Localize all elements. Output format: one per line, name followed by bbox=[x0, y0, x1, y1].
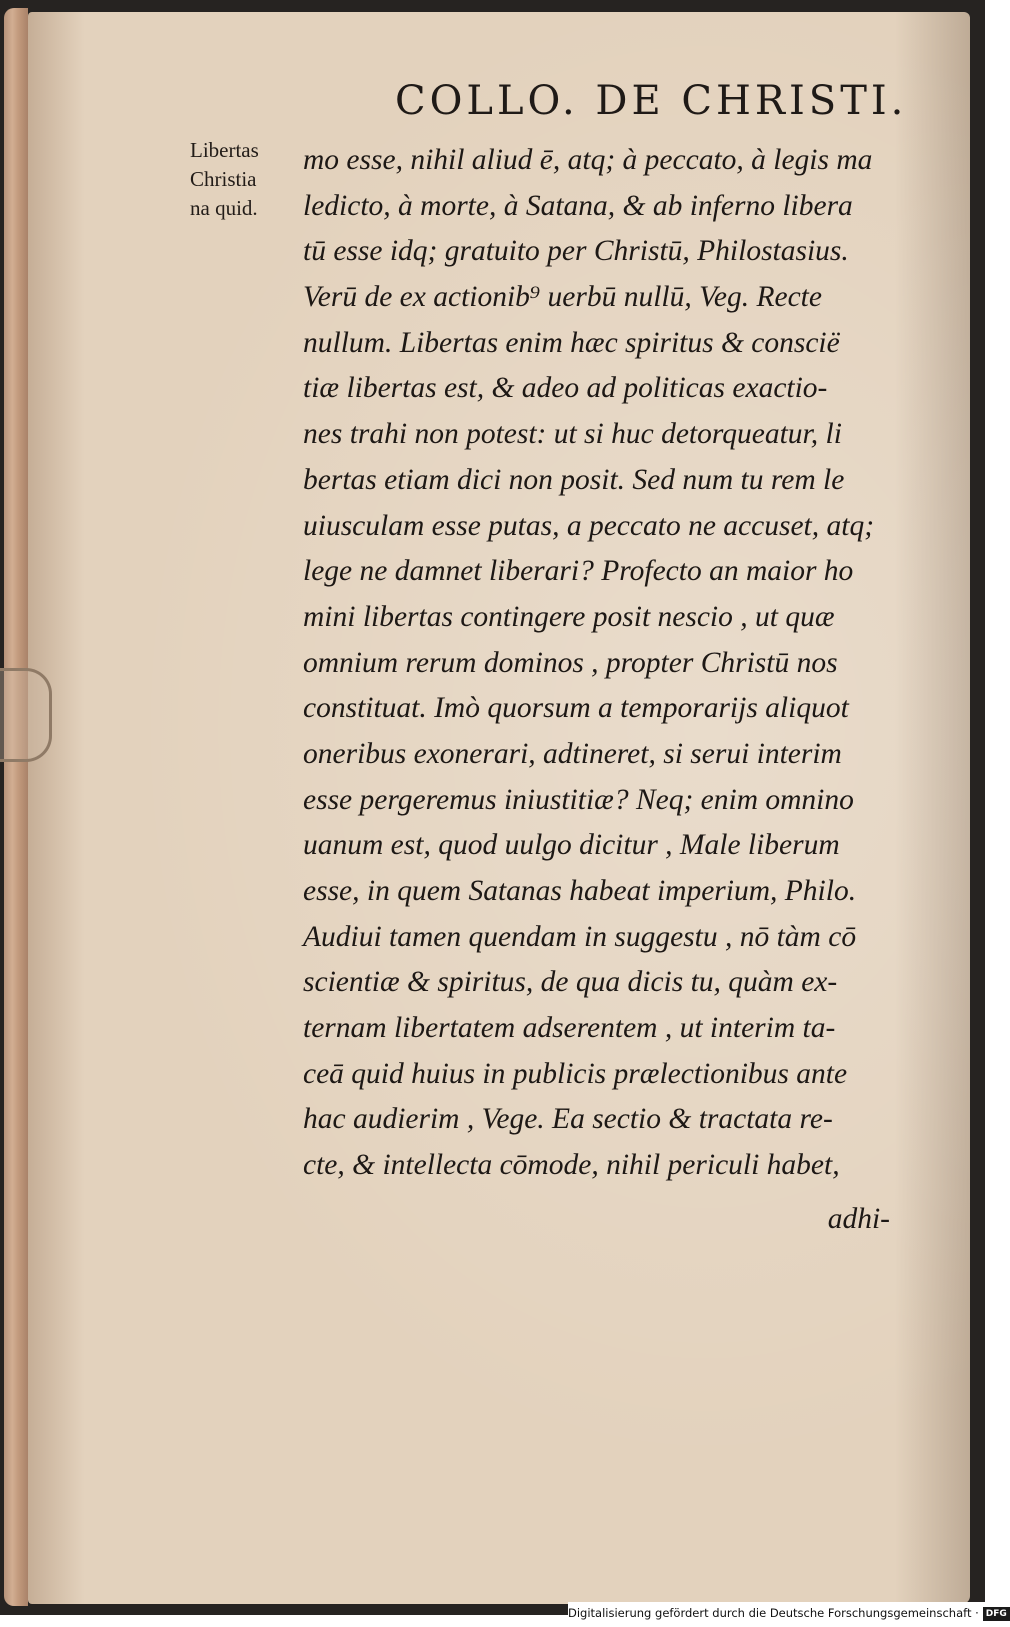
credit-text: Digitalisierung gefördert durch die Deutsche Forschungsgemeinschaft · bbox=[568, 1606, 979, 1620]
text-line: hac audierim , Vege. Ea sectio & tractata re- bbox=[303, 1103, 833, 1136]
text-line: mini libertas contingere posit nescio , ut quæ bbox=[303, 600, 835, 633]
text-line: oneribus exonerari, adtineret, si serui interim bbox=[303, 737, 842, 770]
text-line: constituat. Imò quorsum a temporarijs aliquot bbox=[303, 692, 849, 725]
text-line: Verū de ex actionib⁹ uerbū nullū, Veg. Recte bbox=[303, 281, 822, 314]
marginal-note-line: Christia bbox=[190, 167, 257, 191]
marginal-note-line: na quid. bbox=[190, 196, 258, 220]
text-line: scientiæ & spiritus, de qua dicis tu, quàm ex- bbox=[303, 966, 838, 999]
text-line: ledicto, à morte, à Satana, & ab inferno libera bbox=[303, 189, 853, 222]
marginal-note-line: Libertas bbox=[190, 138, 259, 162]
text-line: mo esse, nihil aliud ē, atq; à peccato, à legis ma bbox=[303, 144, 873, 176]
book-fore-edge bbox=[4, 8, 28, 1606]
text-line: nes trahi non potest: ut si huc detorqueatur, li bbox=[303, 418, 842, 451]
text-line: ceā quid huius in publicis prælectionibus ante bbox=[303, 1057, 848, 1090]
text-line: nullum. Libertas enim hæc spiritus & conscië bbox=[303, 326, 840, 359]
catchword: adhi- bbox=[827, 1203, 890, 1235]
text-line: uiusculam esse putas, a peccato ne accuset, atq; bbox=[303, 509, 875, 542]
text-line: tiæ libertas est, & adeo ad politicas exactio- bbox=[303, 372, 828, 405]
text-line: omnium rerum dominos , propter Christū nos bbox=[303, 646, 838, 679]
text-line: bertas etiam dici non posit. Sed num tu rem le bbox=[303, 463, 845, 496]
marginal-note bbox=[190, 136, 300, 223]
body-text bbox=[303, 138, 905, 1189]
text-line: esse, in quem Satanas habeat imperium, Philo. bbox=[303, 875, 857, 907]
text-line: tū esse idq; gratuito per Christū, Philostasius. bbox=[303, 235, 849, 268]
text-line: cte, & intellecta cōmode, nihil periculi habet, bbox=[303, 1149, 840, 1182]
digitization-credit bbox=[568, 1602, 1007, 1624]
dfg-logo: DFG bbox=[983, 1607, 1010, 1621]
text-line: Audiui tamen quendam in suggestu , nō tàm cō bbox=[303, 920, 857, 953]
book-clasp bbox=[0, 668, 52, 762]
text-line: esse pergeremus iniustitiæ? Neq; enim omnino bbox=[303, 783, 854, 816]
text-line: uanum est, quod uulgo dicitur , Male liberum bbox=[303, 829, 840, 862]
text-line: lege ne damnet liberari? Profecto an maior ho bbox=[303, 555, 854, 588]
running-title: COLLO. DE CHRISTI. bbox=[395, 78, 908, 124]
text-line: ternam libertatem adserentem , ut interim ta- bbox=[303, 1012, 836, 1045]
